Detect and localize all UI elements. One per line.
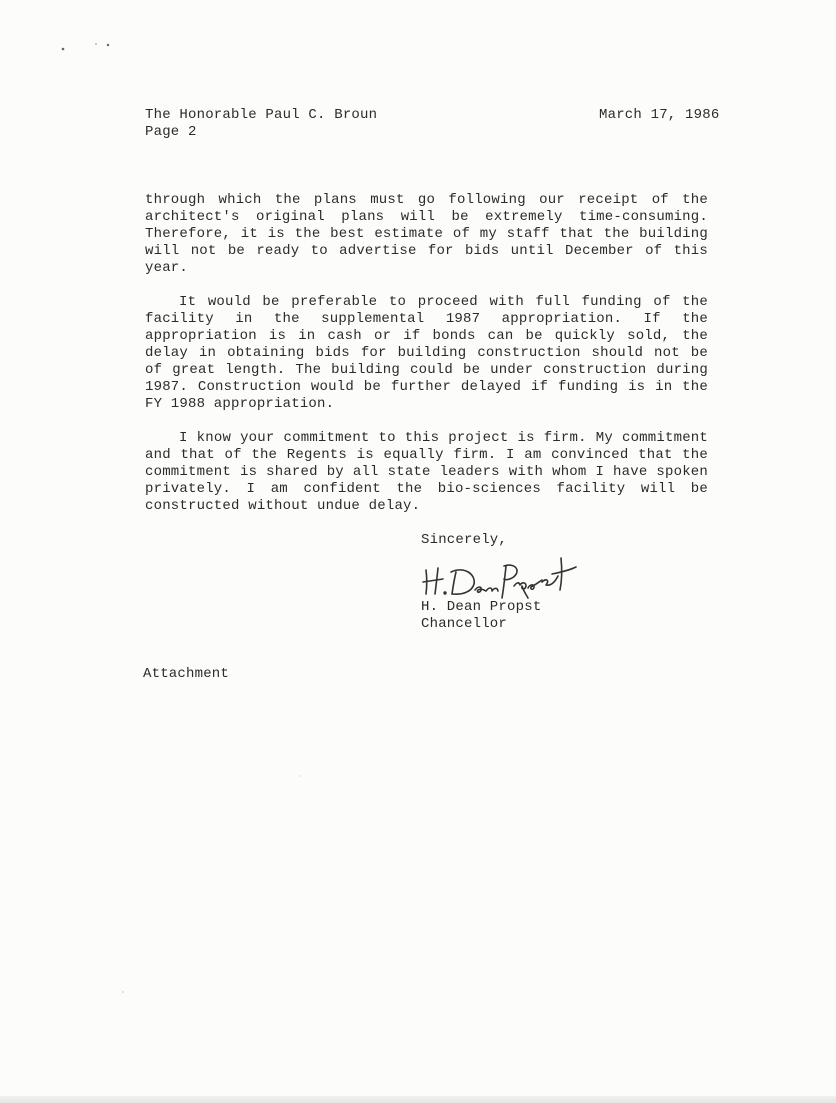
body-paragraph-1: through which the plans must go following our receipt of the architect's original plans will be extremely time-consuming. Therefore, it is the best estimate of my staff that the building will not be ready to advertise for bids until December of this year.: [145, 192, 708, 276]
signer-title: Chancellor: [421, 616, 508, 632]
page-header: [145, 107, 377, 141]
signature-block: [421, 599, 541, 633]
enclosure-notation: Attachment: [143, 666, 230, 682]
closing-salutation: Sincerely,: [421, 532, 508, 548]
recipient-line: The Honorable Paul C. Broun: [145, 107, 378, 123]
body-paragraph-3: I know your commitment to this project is firm. My commitment and that of the Regents is equally firm. I am convinced that the commitment is shared by all state leaders with whom I have spoken privately. I am confident the bio-sciences facility will be constructed without undue delay.: [145, 430, 708, 514]
page-number: Page 2: [145, 124, 197, 140]
scan-bottom-edge: [0, 1096, 836, 1103]
handwritten-signature: [418, 552, 588, 600]
signer-name: H. Dean Propst: [421, 599, 542, 615]
body-paragraph-2: It would be preferable to proceed with full funding of the facility in the supplemental 1987 appropriation. If the appropriation is in cash or if bonds can be quickly sold, the delay in obtaining bids for building construction should not be of great length. The building could be under construction during 1987. Construction would be further delayed if funding is in the FY 1988 appropriation.: [145, 294, 708, 412]
letter-date: March 17, 1986: [599, 107, 720, 123]
letter-body: [145, 192, 708, 532]
